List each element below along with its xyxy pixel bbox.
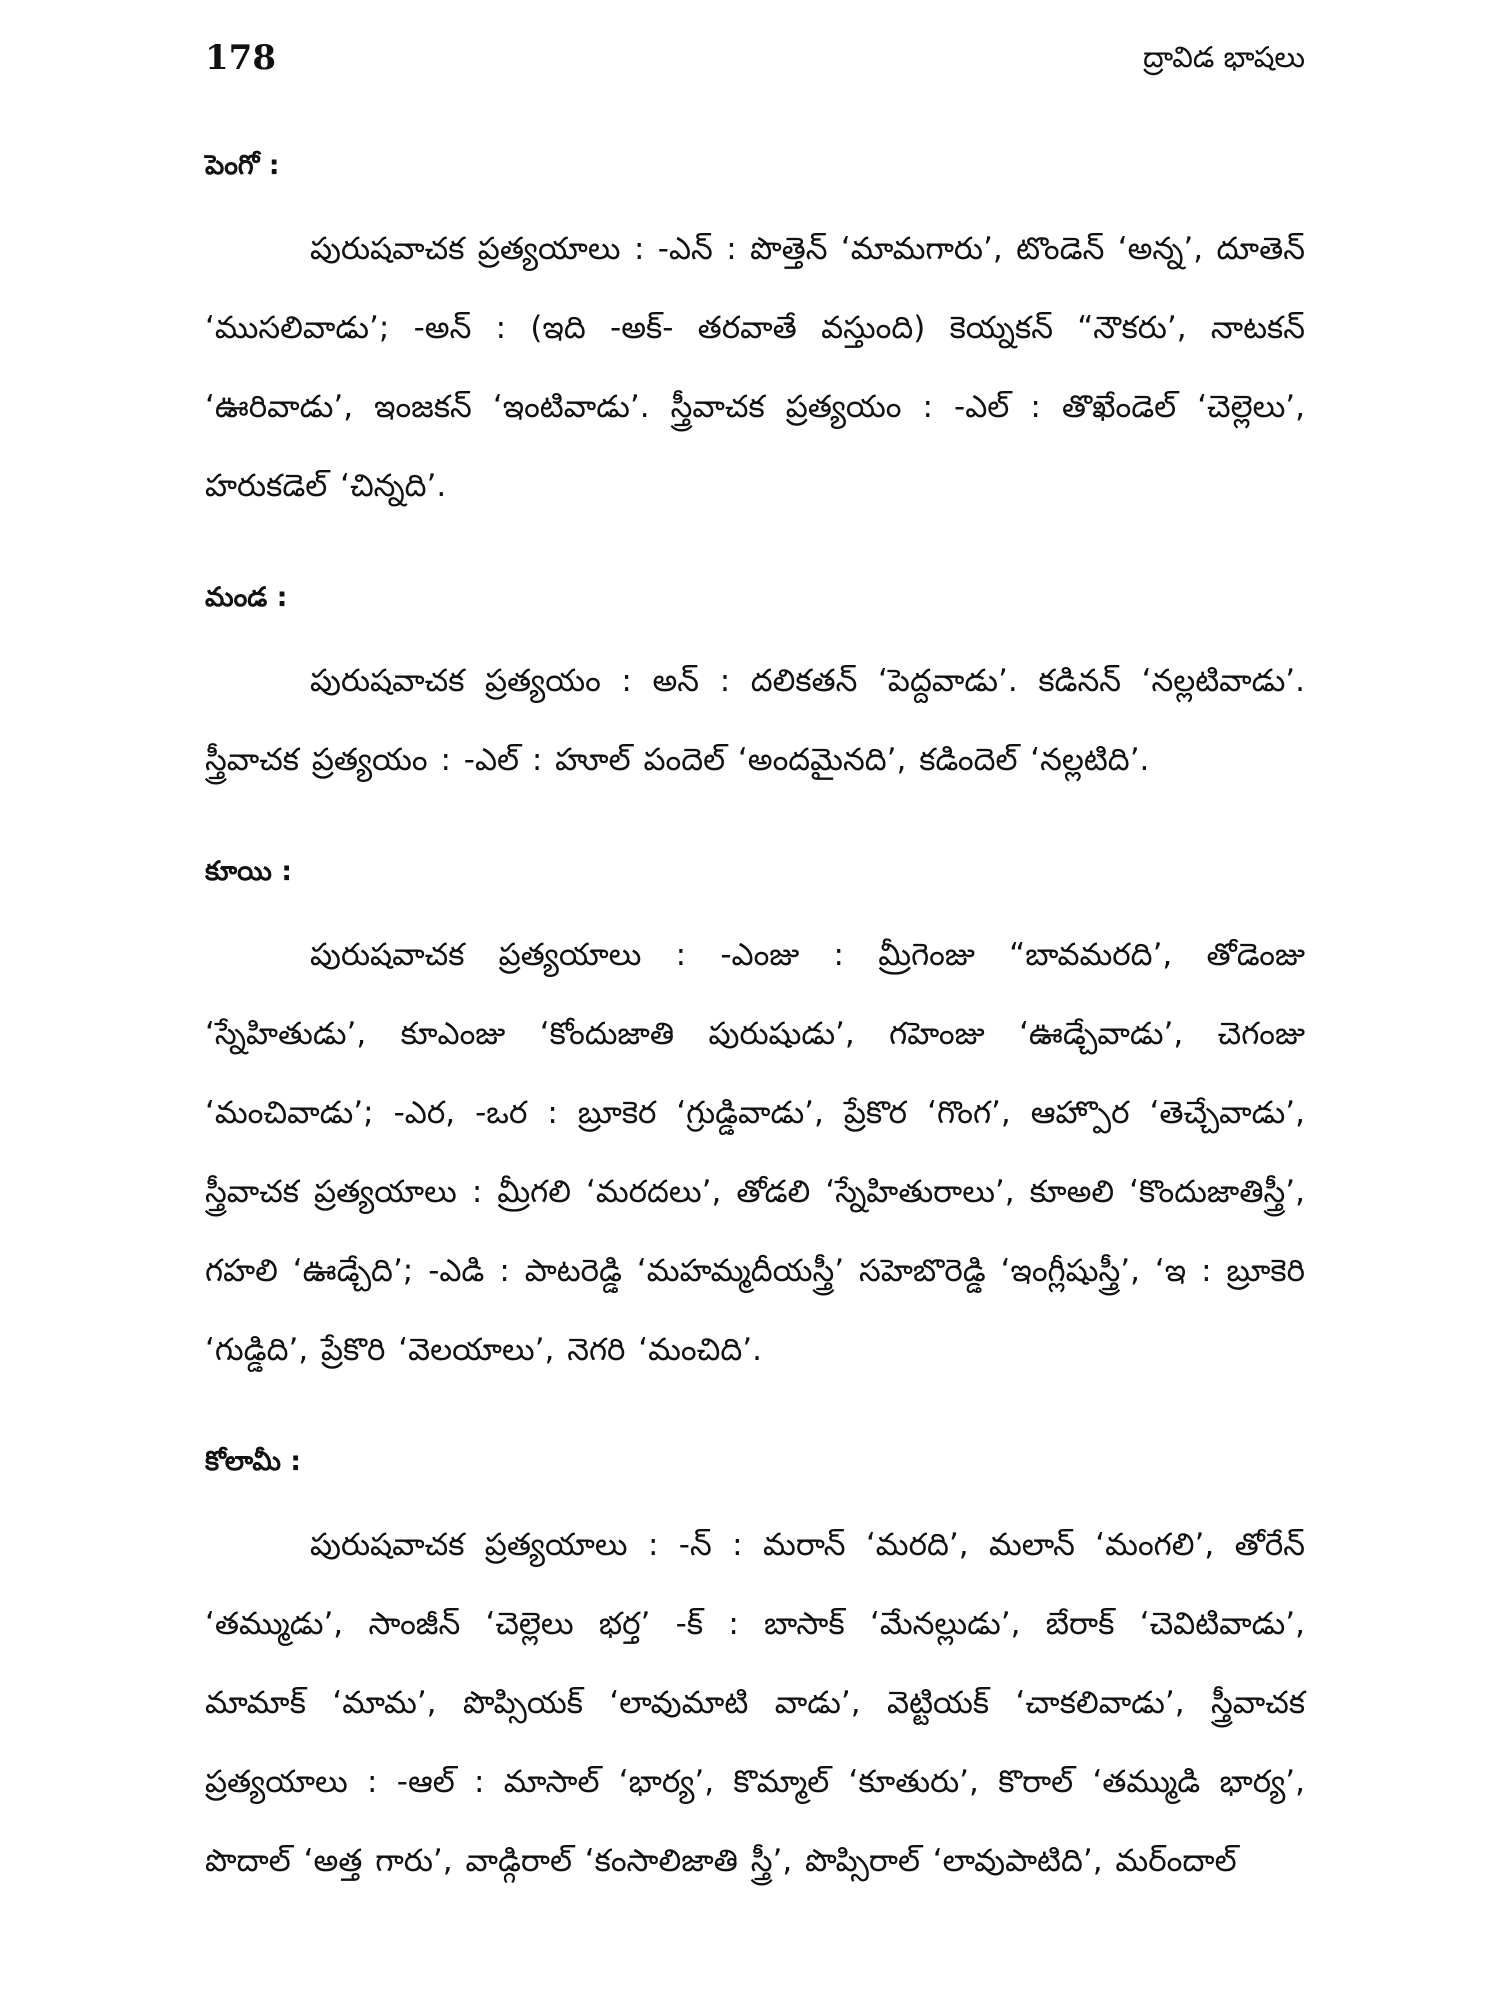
section-heading: పెంగో :	[205, 150, 280, 181]
section-pengo	[205, 150, 1305, 526]
section-heading: కూయి :	[205, 856, 293, 887]
section-paragraph: పురుషవాచక ప్రత్యయాలు : -ఎన్ : పొత్తెన్ ‘మామగారు’, టొండెన్ ‘అన్న’, దూతెన్ ‘ముసలివాడు’; -అన్ : (ఇది -అక్- తరవాతే వస్తుంది) కెయ్నకన్ “నౌకరు’, నాటకన్ ‘ఊరివాడు’, ఇంజకన్ ‘ఇంటివాడు’. స్త్రీవాచక ప్రత్యయం : -ఎల్ : తొఖేండెల్ ‘చెల్లెలు’, హరుకడెల్ ‘చిన్నది’.	[205, 231, 1305, 504]
page-body	[205, 150, 1305, 1957]
section-heading: కోలామీ :	[205, 1446, 302, 1477]
section-manda	[205, 582, 1305, 800]
section-paragraph: పురుషవాచక ప్రత్యయాలు : -న్ : మరాన్ ‘మరది’, మలాన్ ‘మంగలి’, తోరేన్ ‘తమ్ముడు’, సాంజీన్ ‘చెల్లెలు భర్త’ -క్ : బాసాక్ ‘మేనల్లుడు’, బేరాక్ ‘చెవిటివాడు’, మామాక్ ‘మామ’, పొప్సియక్ ‘లావుమాటి వాడు’, వెట్టియక్ ‘చాకలివాడు’, స్త్రీవాచక ప్రత్యయాలు : -ఆల్ : మాసాల్ ‘భార్య’, కొమ్మాల్ ‘కూతురు’, కొరాల్ ‘తమ్ముడి భార్య’, పొదాల్ ‘అత్త గారు’, వాడ్గిరాల్ ‘కంసాలిజాతి స్త్రీ’, పొప్సిరాల్ ‘లావుపాటిది’, మర్ందాల్	[205, 1527, 1305, 1879]
section-kolami	[205, 1446, 1305, 1901]
page-number: 178	[205, 38, 276, 78]
running-title: ద్రావిడ భాషలు	[1142, 40, 1305, 74]
section-paragraph: పురుషవాచక ప్రత్యయాలు : -ఎంజు : మ్రీగెంజు “బావమరది’, తోడెంజు ‘స్నేహితుడు’, కూఎంజు ‘కోందుజాతి పురుషుడు’, గహెంజు ‘ఊడ్చేవాడు’, చెగంజు ‘మంచివాడు’; -ఎర, -ఒర : బ్రూకెర ‘గ్రుడ్డివాడు’, ప్రేకొర ‘గొంగ’, ఆహ్పొర ‘తెచ్చేవాడు’, స్త్రీవాచక ప్రత్యయాలు : మ్రీగలి ‘మరదలు’, తోడలి ‘స్నేహితురాలు’, కూఅలి ‘కొందుజాతిస్త్రీ’, గహలి ‘ఊడ్చేది’; -ఎడి : పాటరెడ్డి ‘మహమ్మదీయస్త్రీ’ సహెబొరెడ్డి ‘ఇంగ్లీషుస్త్రీ’, ‘ఇ : బ్రూకెరి ‘గుడ్డిది’, ప్రేకొరి ‘వెలయాలు’, నెగరి ‘మంచిది’.	[205, 937, 1305, 1368]
section-paragraph: పురుషవాచక ప్రత్యయం : అన్ : దలికతన్ ‘పెద్దవాడు’. కడినన్ ‘నల్లటివాడు’. స్త్రీవాచక ప్రత్యయం : -ఎల్ : హూల్ పందెల్ ‘అందమైనది’, కడిందెల్ ‘నల్లటిది’.	[205, 663, 1305, 778]
page-header	[205, 38, 1305, 86]
section-heading: మండ :	[205, 582, 288, 613]
section-kui	[205, 856, 1305, 1390]
